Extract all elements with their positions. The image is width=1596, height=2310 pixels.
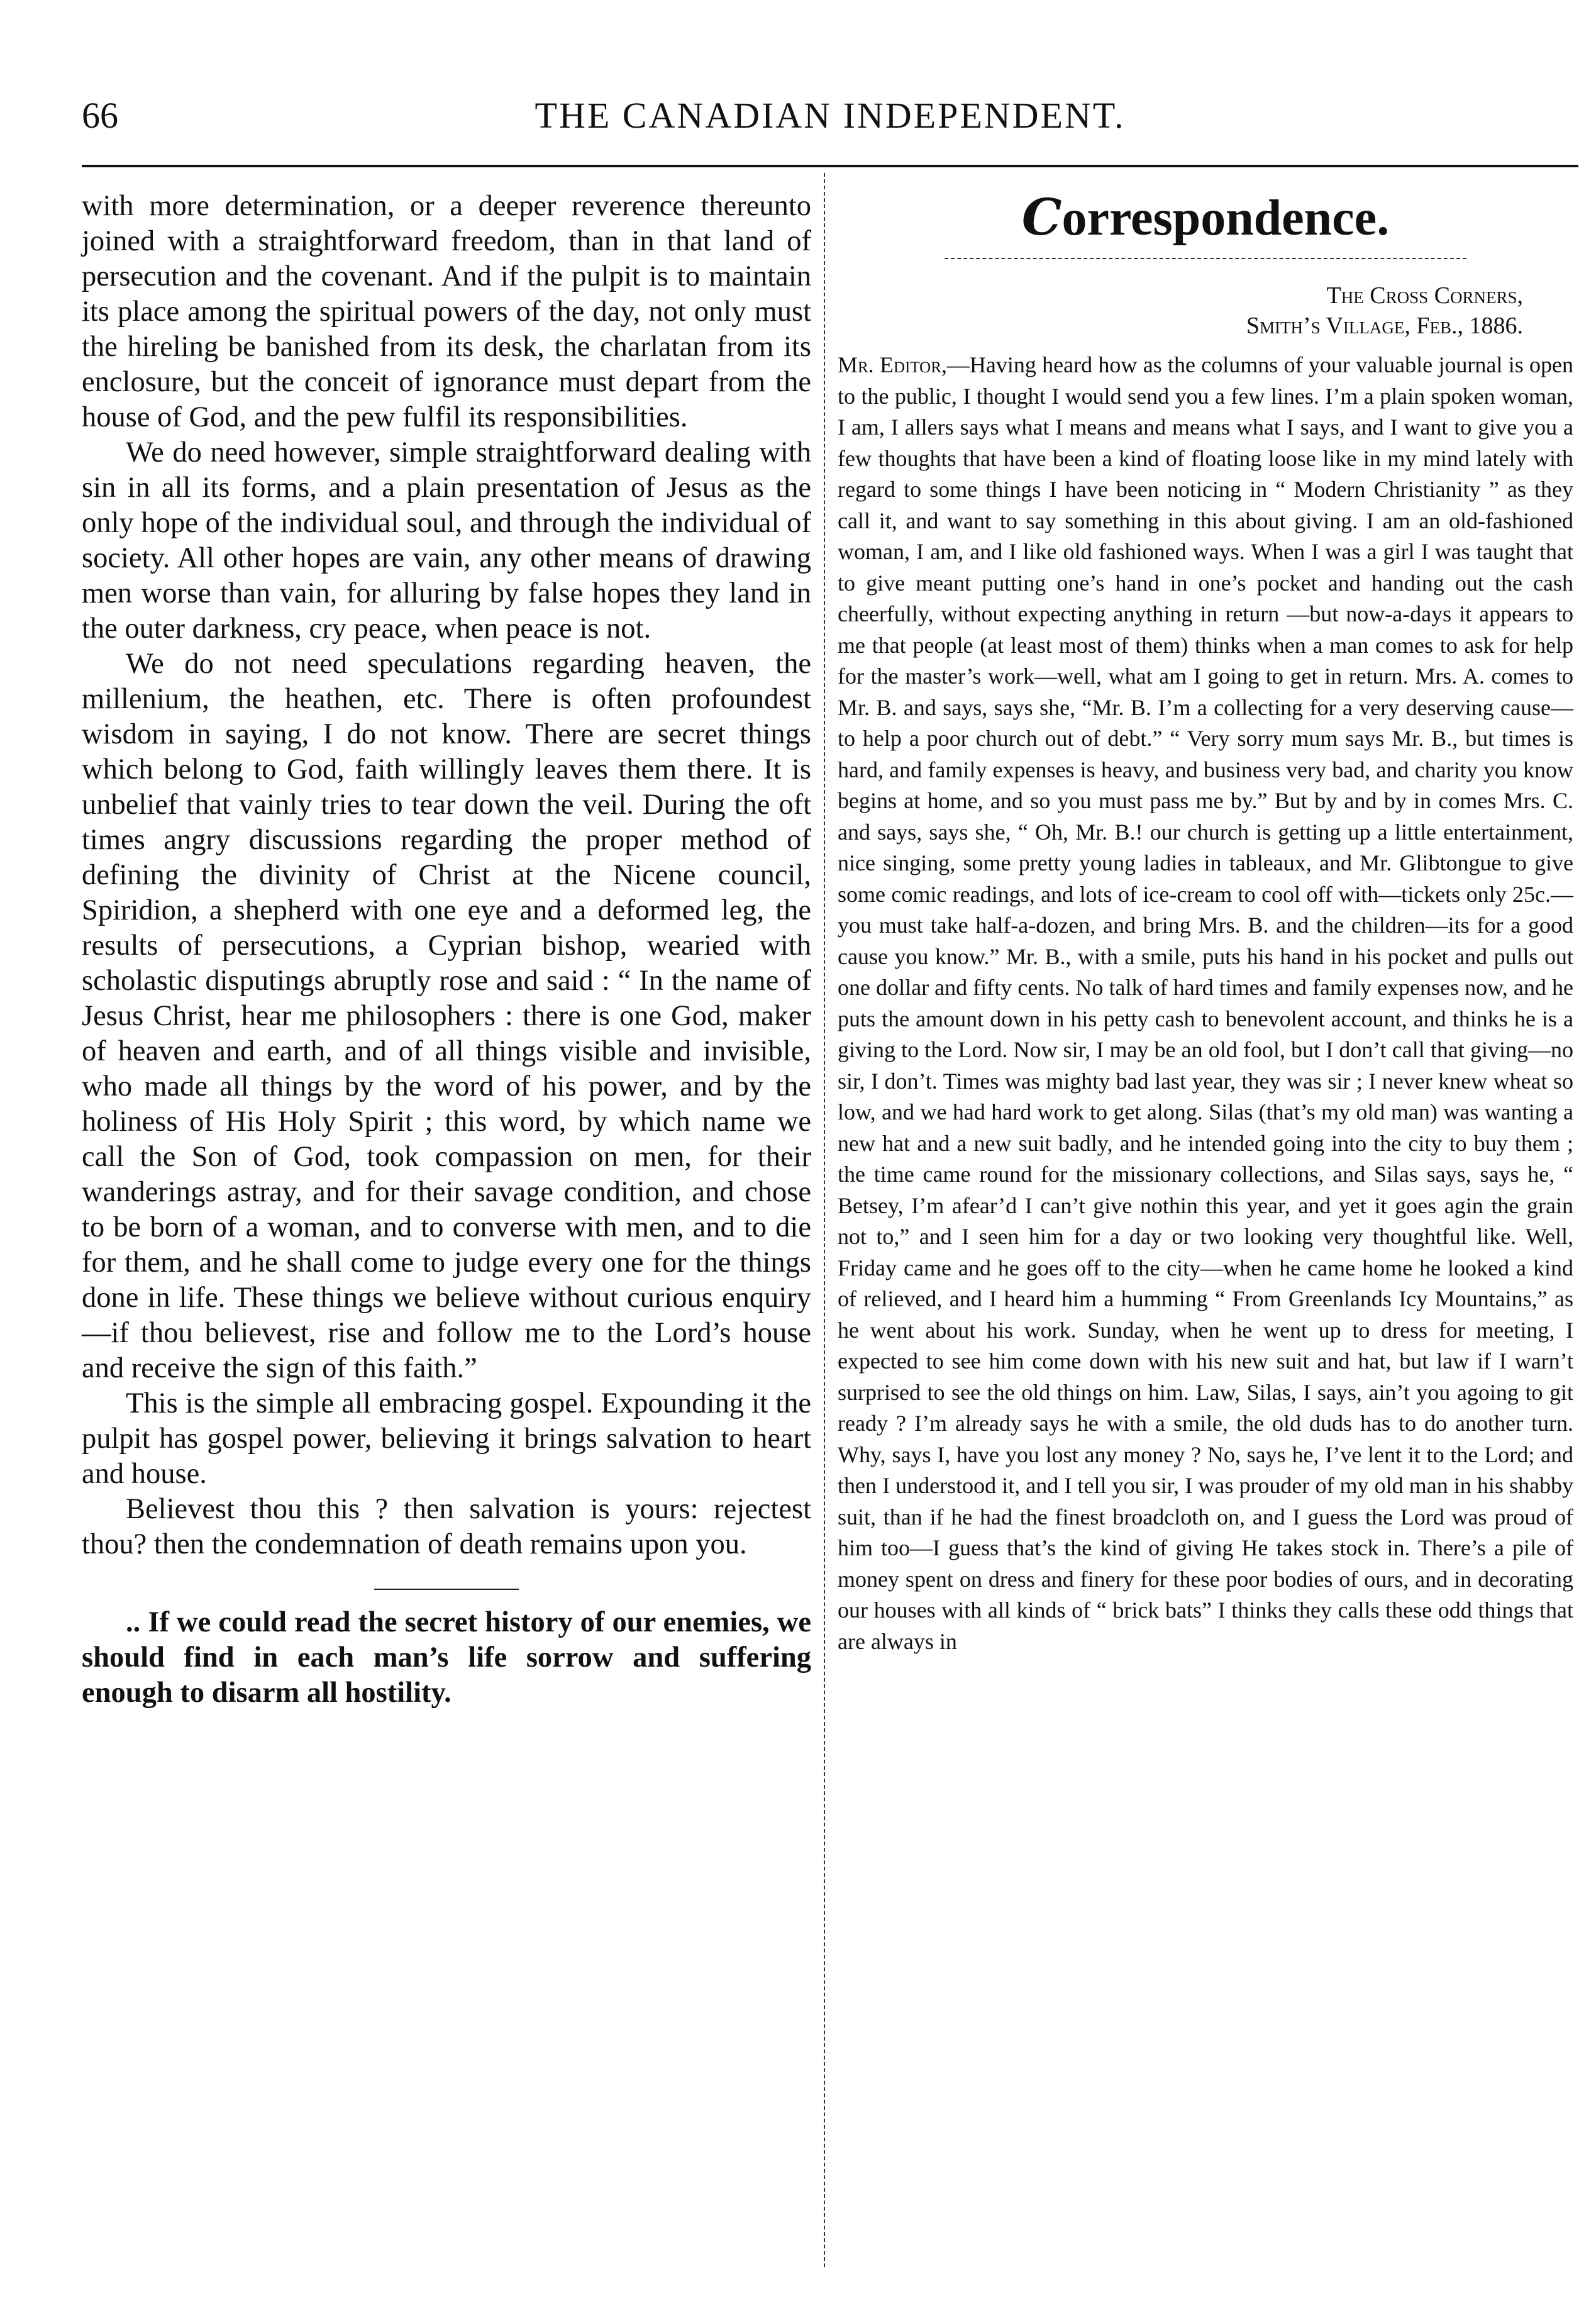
right-column [838, 189, 1573, 1657]
paragraph: This is the simple all embracing gospel. Expounding it the pulpit has gospel power, believing it brings salvation to heart and house. [82, 1387, 811, 1490]
section-title [838, 189, 1573, 247]
paragraph: We do not need speculations regarding heaven, the millenium, the heathen, etc. There is often profoundest wisdom in saying, I do not know. There are secret things which belong to God, faith willingly leaves them there. It is unbelief that vainly tries to tear down the veil. During the oft times angry discussions regarding the proper method of defining the divinity of Christ at the Nicene council, Spiridion, a shepherd with one eye and a deformed leg, the results of persecutions, a Cyprian bishop, wearied with scholastic disputings abruptly rose and said : “ In the name of Jesus Christ, hear me philosophers : there is one God, maker of heaven and earth, and of all things visible and invisible, who made all things by the word of his power, and by the holiness of His Holy Spirit ; this word, by which name we call the Son of God, took compassion on men, for their wanderings astray, and for their savage condition, and chose to be born of a woman, and to converse with men, and to die for them, and he shall come to judge every one for the things done in life. These things we believe without curious enquiry—if thou believest, rise and follow me to the Lord’s house and receive the sign of this faith.” [82, 648, 811, 1384]
paragraph: We do need however, simple straightforward dealing with sin in all its forms, and a plain presentation of Jesus as the only hope of the individual soul, and through the individual of society. All other hopes are vain, any other means of drawing men worse than vain, for alluring by false hopes they land in the outer darkness, cry peace, when peace is not. [82, 436, 811, 645]
letter-text: —Having heard how as the columns of your valuable journal is open to the public, I thought I would send you a few lines. I’m a plain spoken woman, I am, I allers says what I means and means what I says, and I want to give you a few thoughts that have been a kind of floating loose like in my mind lately with regard to some things I have been noticing in “ Modern Christianity ” as they call it, and want to say something in this about giving. I am an old-fashioned woman, I am, and I like old fashioned ways. When I was a girl I was taught that to give meant putting one’s hand in one’s pocket and handing out the cash cheerfully, without expecting anything in return —but now-a-days it appears to me that people (at least most of them) thinks when a man comes to ask for help for the master’s work—well, what am I going to get in return. Mrs. A. comes to Mr. B. and says, says she, “Mr. B. I’m a collecting for a very deserving cause—to help a poor church out of debt.” “ Very sorry mum says Mr. B., but times is hard, and family expenses is heavy, and business very bad, and charity you know begins at home, and so you must pass me by.” But by and by in comes Mrs. C. and says, says she, “ Oh, Mr. B.! our church is getting up a little entertainment, nice singing, some pretty young ladies in tableaux, and Mr. Glibtongue to give some comic readings, and lots of ice-cream to cool off with—tickets only 25c.—you must take half-a-dozen, and bring Mrs. B. and the children—its for a good cause you know.” Mr. B., with a smile, puts his hand in his pocket and pulls out one dollar and fifty cents. No talk of hard times and family expenses now, and he puts the amount down in his petty cash to benevolent account, and thinks he is a giving to the Lord. Now sir, I may be an old fool, but I don’t call that giving—no sir, I don’t. Times was mighty bad last year, they was sir ; I never knew wheat so low, and we had hard work to get along. Silas (that’s my old man) was wanting a new hat and a new suit badly, and he intended going into the city to buy them ; the time came round for the missionary collections, and Silas says, says he, “ Betsey, I’m afear’d I can’t give nothin this year, and yet it goes agin the grain not to,” and I seen him for a day or two looking very thoughtful like. Well, Friday came and he goes off to the city—when he came home he looked a kind of relieved, and I heard him a humming “ From Greenlands Icy Mountains,” as he went about his work. Sunday, when he went up to dress for meeting, I expected to see him come down with his new suit and hat, but law if I warn’t surprised to see the old things on him. Law, Silas, I says, ain’t you agoing to git ready ? I’m already says he with a smile, the old duds has to do another turn. Why, says I, have you lost any money ? No, says he, I’ve lent it to the Lord; and then I understood it, and I tell you sir, I was prouder of my old man in his shabby suit, than if he had the finest broadcloth on, and I guess the Lord was proud of him too—I guess that’s the kind of giving He takes stock in. There’s a pile of money spent on dress and finery for these poor bodies of ours, and in decorating our houses with all kinds of “ brick bats” I thinks they calls these odd things that are always in [838, 352, 1573, 1654]
column-divider [824, 173, 826, 2267]
footnote: .. If we could read the secret history of our enemies, we should find in each man’s life sorrow and suffering enough to disarm all hostility. [82, 1606, 811, 1709]
page-number: 66 [82, 95, 118, 136]
header-rule [82, 165, 1578, 167]
title-rule [945, 258, 1466, 259]
left-column [82, 189, 811, 1711]
paragraph: Believest thou this ? then salvation is yours: rejectest thou? then the condemnation of death remains upon you. [82, 1493, 811, 1560]
letter-body [838, 350, 1573, 1657]
section-title-initial: C [1021, 187, 1062, 247]
running-head: THE CANADIAN INDEPENDENT. [535, 95, 1126, 136]
section-title-rest: orrespondence. [1061, 191, 1390, 246]
footnote-rule [374, 1589, 519, 1590]
page-header [82, 94, 1578, 151]
dateline-date: Smith’s Village, Feb., 1886. [1246, 313, 1523, 339]
salutation: Mr. Editor, [838, 352, 947, 377]
dateline-place: The Cross Corners, [1326, 282, 1523, 309]
paragraph: with more determination, or a deeper reverence thereunto joined with a straightforward freedom, than in that land of persecution and the covenant. And if the pulpit is to maintain its place among the spiritual powers of the day, not only must the hireling be banished from its desk, the charlatan from its enclosure, but the conceit of ignorance must depart from the house of God, and the pew fulfil its responsibilities. [82, 190, 811, 433]
